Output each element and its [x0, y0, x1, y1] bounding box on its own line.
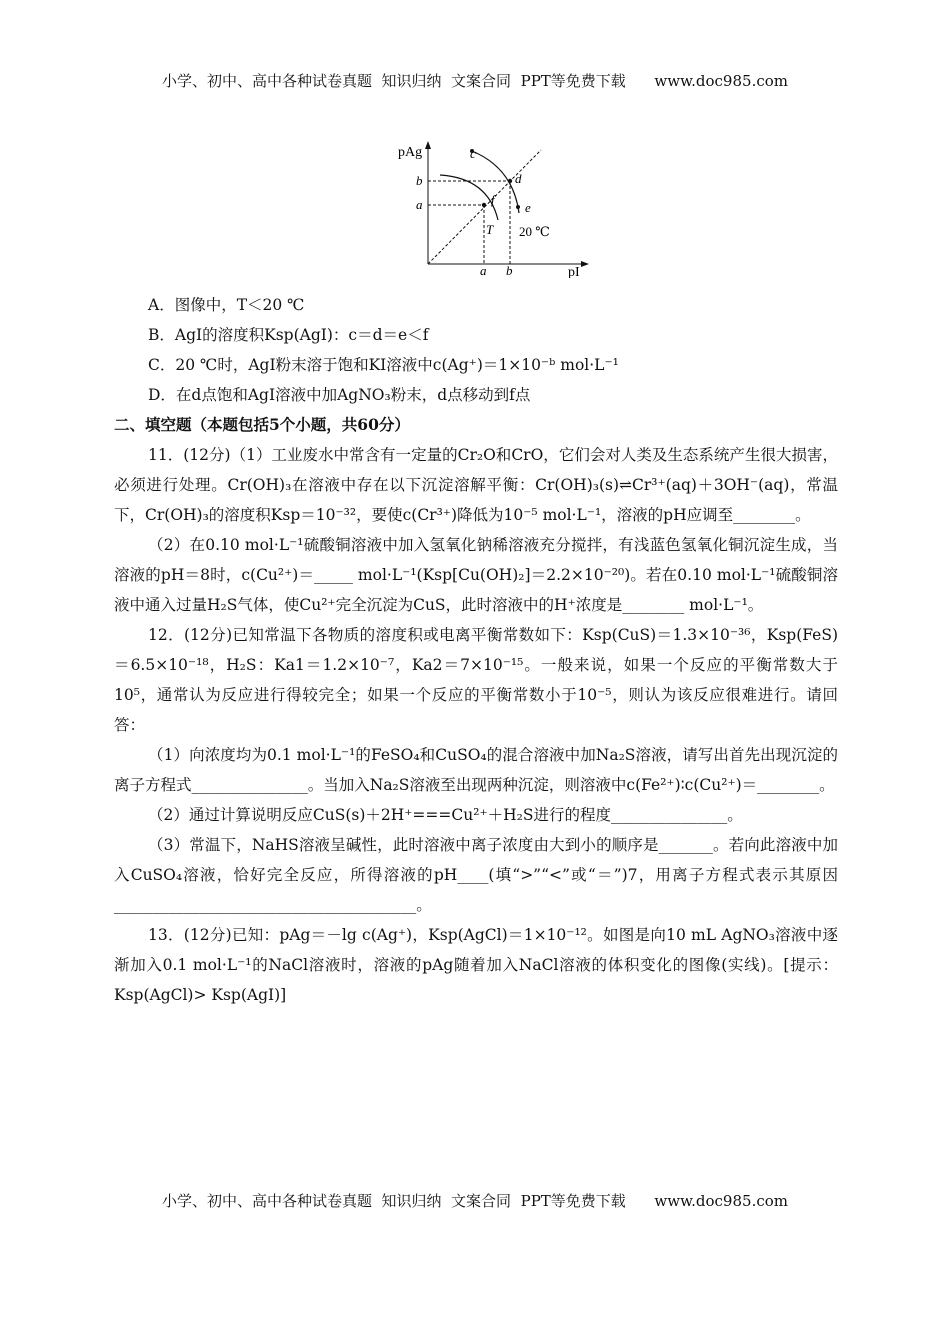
label-T: T [486, 222, 494, 237]
q12-part1: （1）向浓度均为0.1 mol·L⁻¹的FeSO₄和CuSO₄的混合溶液中加Na₂S溶液，请写出首先出现沉淀的离子方程式_______________。当加入Na₂S溶液至出现两种沉淀，则溶液中c(Fe²⁺)∶c(Cu²⁺)＝________。 [114, 746, 838, 794]
y-tick-b: b [416, 173, 423, 188]
option-a: A．图像中，T＜20 ℃ [148, 296, 305, 314]
page-footer: 小学、初中、高中各种试卷真题 知识归纳 文案合同 PPT等免费下载 www.doc985.com [161, 1192, 788, 1210]
label-e: e [525, 200, 531, 215]
content [114, 290, 838, 1010]
curve-T [440, 175, 498, 220]
x-tick-a: a [480, 263, 487, 278]
q12-part3: （3）常温下，NaHS溶液呈碱性，此时溶液中离子浓度由大到小的顺序是_______。若向此溶液中加入CuSO₄溶液，恰好完全反应，所得溶液的pH____(填“>”“<”或“＝”)7，用离子方程式表示其原因_______________________________________。 [114, 836, 838, 914]
q11-part1: 11．(12分)（1）工业废水中常含有一定量的Cr₂O和CrO，它们会对人类及生态系统产生很大损害，必须进行处理。Cr(OH)₃在溶液中存在以下沉淀溶解平衡：Cr(OH)₃(s)⇌Cr³⁺(aq)＋3OH⁻(aq)，常温下，Cr(OH)₃的溶度积Ksp＝10⁻³²，要使c(Cr³⁺)降低为10⁻⁵ mol·L⁻¹，溶液的pH应调至________。 [114, 446, 838, 524]
x-axis-label: pI [568, 265, 580, 278]
y-axis-label: pAg [398, 145, 423, 160]
x-tick-b: b [506, 263, 513, 278]
label-d: d [515, 171, 522, 186]
y-tick-a: a [416, 197, 423, 212]
y-axis-arrow [425, 141, 431, 149]
q12-part2: （2）通过计算说明反应CuS(s)＋2H⁺===Cu²⁺＋H₂S进行的程度_______________。 [148, 806, 743, 824]
label-20c: 20 ℃ [519, 224, 550, 239]
solubility-figure [388, 138, 600, 278]
option-d: D．在d点饱和AgI溶液中加AgNO₃粉末，d点移动到f点 [148, 386, 531, 404]
label-f: f [491, 192, 495, 207]
q12-intro: 12．(12分)已知常温下各物质的溶度积或电离平衡常数如下：Ksp(CuS)＝1.3×10⁻³⁶，Ksp(FeS)＝6.5×10⁻¹⁸，H₂S：Ka1＝1.2×10⁻⁷，Ka2＝7×10⁻¹⁵。一般来说，如果一个反应的平衡常数大于10⁵，通常认为反应进行得较完全；如果一个反应的平衡常数小于10⁻⁵，则认为该反应很难进行。请回答： [114, 626, 838, 734]
page-header: 小学、初中、高中各种试卷真题 知识归纳 文案合同 PPT等免费下载 www.doc985.com [161, 72, 788, 90]
point-d [508, 179, 512, 183]
option-b: B．AgI的溶度积Ksp(AgI)：c＝d＝e＜f [148, 326, 429, 344]
label-c: c [470, 146, 476, 161]
q11-part2: （2）在0.10 mol·L⁻¹硫酸铜溶液中加入氢氧化钠稀溶液充分搅拌，有浅蓝色氢氧化铜沉淀生成，当溶液的pH＝8时，c(Cu²⁺)＝_____ mol·L⁻¹(Ksp[Cu(OH)₂]＝2.2×10⁻²⁰)。若在0.10 mol·L⁻¹硫酸铜溶液中通入过量H₂S气体，使Cu²⁺完全沉淀为CuS，此时溶液中的H⁺浓度是________ mol·L⁻¹。 [114, 536, 838, 614]
point-f [482, 203, 486, 207]
section-2-heading: 二、填空题（本题包括5个小题，共60分） [114, 415, 410, 434]
option-c: C．20 ℃时，AgI粉末溶于饱和KI溶液中c(Ag⁺)＝1×10⁻ᵇ mol·L⁻¹ [148, 356, 619, 374]
q13-intro: 13．(12分)已知：pAg＝－lg c(Ag⁺)，Ksp(AgCl)＝1×10⁻¹²。如图是向10 mL AgNO₃溶液中逐渐加入0.1 mol·L⁻¹的NaCl溶液时，溶液的pAg随着加入NaCl溶液的体积变化的图像(实线)。[提示：Ksp(AgCl)> Ksp(AgI)] [114, 926, 838, 1004]
x-axis-arrow [581, 261, 589, 267]
point-e [516, 205, 520, 209]
